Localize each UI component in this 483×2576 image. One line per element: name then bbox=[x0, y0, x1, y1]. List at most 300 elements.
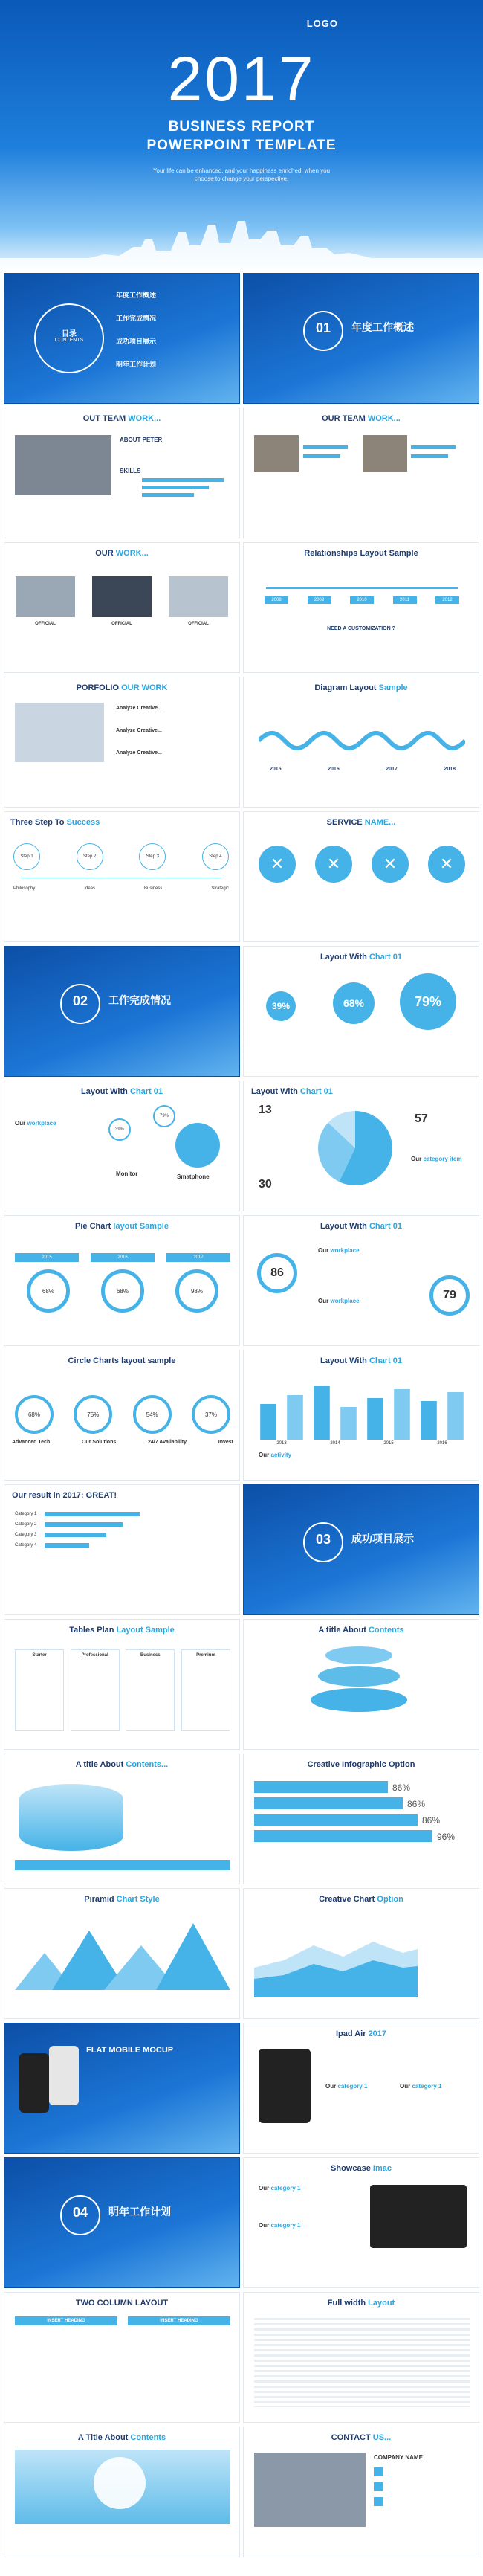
slide-section-03 bbox=[243, 1484, 479, 1615]
workplace-heading bbox=[318, 1247, 360, 1254]
tablet-graphic bbox=[259, 2049, 311, 2123]
step-circle: Step 2 bbox=[77, 843, 103, 870]
slide-title bbox=[244, 818, 479, 827]
info-value: 96% bbox=[437, 1832, 456, 1842]
title-part: Layout With bbox=[320, 1356, 369, 1365]
title-part: OUT TEAM bbox=[82, 414, 129, 423]
workplace-heading bbox=[318, 1298, 360, 1304]
slide-team-work bbox=[4, 408, 240, 538]
slide-diagram bbox=[243, 677, 479, 808]
device-circle bbox=[175, 1123, 220, 1168]
result-label: Category 1 bbox=[15, 1512, 37, 1516]
steps-row bbox=[13, 843, 229, 870]
title-accent: WORK... bbox=[128, 414, 161, 423]
slide-portfolio bbox=[4, 677, 240, 808]
slide-title bbox=[244, 1222, 479, 1231]
slide-contact bbox=[243, 2427, 479, 2557]
slide-title bbox=[10, 818, 240, 827]
plan-column: Professional bbox=[71, 1649, 120, 1731]
email-icon bbox=[374, 2497, 383, 2506]
pie-ring: 98% bbox=[175, 1269, 218, 1313]
portfolio-item: Analyze Creative... bbox=[116, 750, 162, 756]
circle-chart-label: 24/7 Availability bbox=[148, 1440, 187, 1445]
slide-infographic bbox=[243, 1754, 479, 1884]
year-chips bbox=[15, 1253, 230, 1262]
column-heading: INSERT HEADING bbox=[128, 2316, 230, 2325]
title-part: SERVICE bbox=[326, 818, 365, 827]
info-value: 86% bbox=[392, 1783, 411, 1793]
slide-pie-layout bbox=[4, 1215, 240, 1346]
area-chart bbox=[254, 1916, 418, 1997]
slide-title bbox=[244, 1626, 479, 1635]
title-part: Diagram Layout bbox=[314, 683, 379, 692]
result-row bbox=[15, 1533, 163, 1537]
category-heading bbox=[400, 2083, 441, 2090]
title-accent: Chart 01 bbox=[299, 1087, 333, 1096]
contact-photo bbox=[254, 2453, 366, 2527]
info-bar bbox=[254, 1814, 418, 1826]
circle-chart-label: Advanced Tech bbox=[12, 1440, 51, 1445]
heading-accent: workplace bbox=[330, 1298, 360, 1304]
timeline-node: 2011 bbox=[393, 596, 417, 604]
diagram-label: 2017 bbox=[386, 767, 398, 772]
service-icons bbox=[259, 846, 465, 883]
heading-accent: activity bbox=[270, 1452, 292, 1458]
steps-labels bbox=[13, 886, 229, 891]
heading-accent: category 1 bbox=[412, 2083, 442, 2090]
slide-title bbox=[251, 1087, 479, 1096]
title-part: Creative Chart bbox=[319, 1895, 377, 1904]
slide-title: TWO COLUMN LAYOUT bbox=[75, 2299, 169, 2308]
slide-chart-pie bbox=[243, 1081, 479, 1211]
work-label: OFFICIAL bbox=[188, 622, 209, 626]
step-circle: Step 1 bbox=[13, 843, 40, 870]
plan-column: Premium bbox=[181, 1649, 230, 1731]
skill-bar bbox=[303, 445, 348, 449]
circle-chart-label: Invest bbox=[218, 1440, 233, 1445]
slide-title bbox=[4, 549, 239, 558]
work-photo bbox=[169, 576, 228, 617]
year-chip: 2015 bbox=[15, 1253, 79, 1262]
result-bar bbox=[45, 1512, 140, 1516]
section-number: 03 bbox=[315, 1532, 331, 1547]
work-label: OFFICIAL bbox=[35, 622, 56, 626]
company-name: COMPANY NAME bbox=[374, 2454, 423, 2461]
slide-bar-chart bbox=[243, 1350, 479, 1481]
circle-chart: 75% bbox=[74, 1395, 112, 1434]
slide-title bbox=[4, 1760, 239, 1769]
info-bar bbox=[254, 1797, 403, 1809]
pyramid-graphic bbox=[19, 1784, 123, 1851]
title-part: Tables Plan bbox=[69, 1626, 117, 1635]
slide-title-contents-2 bbox=[4, 1754, 240, 1884]
slide-title bbox=[4, 1895, 239, 1904]
value-b: 57 bbox=[415, 1112, 428, 1125]
bar bbox=[421, 1401, 437, 1440]
result-bar bbox=[45, 1522, 123, 1527]
step-label: Strategic bbox=[211, 886, 229, 891]
year-chip: 2017 bbox=[166, 1253, 230, 1262]
pie-ring: 68% bbox=[27, 1269, 70, 1313]
title-part: Three Step To bbox=[10, 818, 67, 827]
value-ring: 79 bbox=[429, 1275, 470, 1316]
circle-chart: 54% bbox=[133, 1395, 172, 1434]
timeline-node: 2010 bbox=[350, 596, 374, 604]
title-part: Layout With bbox=[320, 953, 369, 962]
contents-item-2[interactable]: 工作完成情况 bbox=[116, 315, 157, 322]
stack-tier bbox=[311, 1688, 407, 1712]
info-value: 86% bbox=[407, 1799, 426, 1809]
contents-item-4[interactable]: 明年工作计划 bbox=[116, 361, 157, 368]
mockup-title: FLAT MOBILE MOCUP bbox=[86, 2046, 174, 2055]
skill-bar bbox=[142, 493, 194, 497]
slide-title bbox=[4, 1222, 239, 1231]
cover-slide bbox=[0, 0, 483, 269]
info-value: 86% bbox=[422, 1815, 441, 1826]
customization-caption: NEED A CUSTOMIZATION ? bbox=[327, 626, 395, 631]
slide-title bbox=[244, 1895, 479, 1904]
phone-graphic bbox=[19, 2053, 49, 2113]
heading-part: Our bbox=[259, 1452, 271, 1458]
section-number: 01 bbox=[315, 321, 331, 335]
about-heading: ABOUT PETER bbox=[120, 437, 163, 443]
heading-part: Our bbox=[400, 2083, 412, 2090]
portfolio-photo bbox=[15, 703, 104, 762]
pie-chart bbox=[318, 1111, 392, 1185]
stack-tier bbox=[325, 1646, 392, 1664]
wrench-icon: ✕ bbox=[428, 846, 465, 883]
circle-chart-label: Our Solutions bbox=[81, 1440, 117, 1445]
timeline-line bbox=[266, 587, 458, 589]
slide-title: Our result in 2017: GREAT! bbox=[12, 1491, 117, 1500]
title-accent: Chart 01 bbox=[369, 1222, 402, 1231]
circle-chart-row bbox=[15, 1395, 230, 1434]
year-chip: 2016 bbox=[91, 1253, 155, 1262]
title-part: Showcase bbox=[331, 2164, 373, 2173]
title-part: Piramid bbox=[84, 1895, 117, 1904]
work-photo bbox=[92, 576, 152, 617]
device-label: Smatphone bbox=[177, 1173, 210, 1180]
title-part: OUR bbox=[95, 549, 116, 558]
slide-title bbox=[244, 2433, 479, 2442]
portfolio-item: Analyze Creative... bbox=[116, 706, 162, 711]
bar bbox=[394, 1389, 410, 1440]
info-bar bbox=[254, 1781, 388, 1793]
timeline-node: 2009 bbox=[308, 596, 331, 604]
value-a: 13 bbox=[259, 1104, 272, 1116]
cover-subtitle: Your life can be enhanced, and your happiness enriched, when you choose to change your perspective. bbox=[152, 167, 331, 182]
slide-title bbox=[244, 2164, 479, 2173]
step-circle: Step 3 bbox=[139, 843, 166, 870]
slide-showcase-imac bbox=[243, 2157, 479, 2288]
phone-icon bbox=[374, 2482, 383, 2491]
title-accent: Contents bbox=[130, 2433, 166, 2442]
workplace-heading bbox=[15, 1120, 56, 1127]
result-label: Category 4 bbox=[15, 1543, 37, 1548]
title-accent: Contents... bbox=[126, 1760, 169, 1769]
title-accent: Chart 01 bbox=[369, 1356, 402, 1365]
slide-title bbox=[244, 2299, 479, 2308]
slide-area-chart bbox=[243, 1888, 479, 2019]
title-accent: Layout Sample bbox=[116, 1626, 175, 1635]
bar bbox=[314, 1386, 330, 1440]
slide-tables-plan bbox=[4, 1619, 240, 1750]
bar bbox=[340, 1407, 357, 1440]
slide-contents bbox=[4, 273, 240, 404]
value-circle: 79% bbox=[400, 973, 456, 1030]
value-c: 30 bbox=[259, 1178, 272, 1191]
section-title: 明年工作计划 bbox=[108, 2206, 171, 2218]
info-bar bbox=[254, 1830, 432, 1842]
step-circle: Step 4 bbox=[202, 843, 229, 870]
piramid-chart bbox=[15, 1916, 230, 1990]
title-part: A title About bbox=[318, 1626, 369, 1635]
diagram-label: 2018 bbox=[444, 767, 456, 772]
slide-section-01 bbox=[243, 273, 479, 404]
title-accent: Chart 01 bbox=[129, 1087, 163, 1096]
heading-part: Our bbox=[259, 2185, 271, 2192]
heading-accent: category 1 bbox=[270, 2185, 301, 2192]
slide-two-column bbox=[4, 2292, 240, 2423]
skill-bar bbox=[142, 478, 224, 482]
cover-title-line1: BUSINESS REPORT bbox=[168, 119, 315, 135]
step-label: Philosophy bbox=[13, 886, 36, 891]
slide-chart-circles bbox=[243, 946, 479, 1077]
result-label: Category 2 bbox=[15, 1522, 37, 1527]
slide-relationships bbox=[243, 542, 479, 673]
title-part: A title About bbox=[75, 1760, 126, 1769]
diagram-label: 2015 bbox=[270, 767, 282, 772]
title-accent: WORK... bbox=[115, 549, 149, 558]
slide-title bbox=[4, 683, 239, 692]
slide-full-width bbox=[243, 2292, 479, 2423]
title-accent: US... bbox=[372, 2433, 392, 2442]
heading-accent: workplace bbox=[330, 1247, 360, 1254]
tools-icon: ✕ bbox=[372, 846, 409, 883]
slide-title bbox=[4, 414, 239, 423]
contents-label: 目录 bbox=[62, 330, 77, 338]
category-heading bbox=[325, 2083, 367, 2090]
slide-mobile-mockup bbox=[4, 2023, 240, 2154]
title-accent: Layout bbox=[368, 2299, 395, 2308]
city-skyline-graphic bbox=[0, 217, 483, 269]
pct-circle: 39% bbox=[108, 1118, 131, 1141]
diagram-label: 2016 bbox=[328, 767, 340, 772]
team-photo bbox=[15, 435, 111, 495]
section-title: 工作完成情况 bbox=[108, 994, 171, 1006]
bar bbox=[287, 1395, 303, 1440]
portfolio-item: Analyze Creative... bbox=[116, 728, 162, 733]
slide-section-04 bbox=[4, 2157, 240, 2288]
slide-title bbox=[4, 1087, 239, 1096]
slide-title: Creative Infographic Option bbox=[307, 1760, 415, 1769]
section-title: 年度工作概述 bbox=[351, 321, 414, 333]
work-photo bbox=[16, 576, 75, 617]
slide-section-02 bbox=[4, 946, 240, 1077]
year-label: 2014 bbox=[330, 1441, 340, 1446]
year-label: 2016 bbox=[437, 1441, 447, 1446]
cover-year: 2017 bbox=[167, 44, 316, 114]
timeline-node: 2012 bbox=[435, 596, 459, 604]
slide-our-work bbox=[4, 542, 240, 673]
title-accent: Chart 01 bbox=[369, 953, 402, 962]
work-label: OFFICIAL bbox=[111, 622, 132, 626]
title-accent: Sample bbox=[378, 683, 408, 692]
wave-diagram bbox=[259, 715, 465, 767]
title-part: Pie Chart bbox=[75, 1222, 114, 1231]
banner-circle bbox=[94, 2457, 146, 2509]
value-circle: 39% bbox=[266, 991, 296, 1021]
title-accent: NAME... bbox=[364, 818, 396, 827]
pie-ring: 68% bbox=[101, 1269, 144, 1313]
member-photo bbox=[363, 435, 407, 472]
logo-text: LOGO bbox=[306, 18, 338, 29]
monitor-graphic bbox=[370, 2185, 467, 2248]
slide-circle-charts bbox=[4, 1350, 240, 1481]
value-ring: 86 bbox=[257, 1253, 297, 1293]
activity-heading bbox=[259, 1452, 291, 1458]
location-icon bbox=[374, 2467, 383, 2476]
slide-title bbox=[4, 1626, 239, 1635]
category-heading bbox=[411, 1156, 461, 1162]
result-label: Category 3 bbox=[15, 1533, 37, 1537]
heading-accent: category 1 bbox=[337, 2083, 368, 2090]
title-part: PORFOLIO bbox=[76, 683, 122, 692]
section-number: 04 bbox=[72, 2205, 88, 2220]
circle-chart: 37% bbox=[192, 1395, 230, 1434]
result-bar bbox=[45, 1533, 106, 1537]
result-bars bbox=[15, 1512, 163, 1553]
slide-piramid bbox=[4, 1888, 240, 2019]
tools-icon: ✕ bbox=[315, 846, 352, 883]
skill-bar bbox=[411, 454, 448, 458]
title-part: Layout With bbox=[251, 1087, 300, 1096]
heading-accent: workplace bbox=[27, 1120, 56, 1127]
section-title: 成功项目展示 bbox=[351, 1533, 414, 1545]
cover-title-line2: POWERPOINT TEMPLATE bbox=[146, 138, 337, 153]
plan-column: Business bbox=[126, 1649, 175, 1731]
stack-tier bbox=[318, 1666, 400, 1687]
contents-item-1[interactable]: 年度工作概述 bbox=[116, 292, 157, 299]
info-strip bbox=[15, 1860, 230, 1870]
slide-chart-devices bbox=[4, 1081, 240, 1211]
bar bbox=[367, 1398, 383, 1440]
bar bbox=[260, 1404, 276, 1440]
wrench-icon: ✕ bbox=[259, 846, 296, 883]
phone-graphic bbox=[49, 2046, 79, 2105]
pie-row bbox=[27, 1269, 218, 1313]
member-photo bbox=[254, 435, 299, 472]
heading-part: Our bbox=[411, 1156, 424, 1162]
circle-chart-labels bbox=[12, 1440, 233, 1445]
title-part: OUR TEAM bbox=[322, 414, 368, 423]
column-heading: INSERT HEADING bbox=[15, 2316, 117, 2325]
bar bbox=[447, 1392, 464, 1440]
diagram-labels bbox=[270, 767, 456, 772]
title-part: Ipad Air bbox=[335, 2029, 369, 2038]
heading-accent: category 1 bbox=[270, 2222, 301, 2229]
slide-title bbox=[244, 2029, 479, 2038]
pct-circle: 79% bbox=[153, 1105, 175, 1127]
category-heading bbox=[259, 2222, 300, 2229]
slide-service bbox=[243, 811, 479, 942]
skill-bar bbox=[411, 445, 456, 449]
step-label: Ideas bbox=[84, 886, 96, 891]
slide-title: Circle Charts layout sample bbox=[68, 1356, 176, 1365]
title-part: Layout With bbox=[81, 1087, 130, 1096]
slide-title bbox=[244, 683, 479, 692]
title-accent: WORK... bbox=[367, 414, 401, 423]
bar-chart-years bbox=[255, 1441, 469, 1446]
result-bar bbox=[45, 1543, 89, 1548]
skill-bar bbox=[303, 454, 340, 458]
slide-title bbox=[4, 2433, 239, 2442]
result-row bbox=[15, 1522, 163, 1527]
slide-ipad bbox=[243, 2023, 479, 2154]
slide-our-team bbox=[243, 408, 479, 538]
year-label: 2015 bbox=[383, 1441, 394, 1446]
contents-label-en: CONTENTS bbox=[54, 338, 84, 343]
section-number: 02 bbox=[72, 994, 88, 1008]
heading-part: Our bbox=[318, 1298, 331, 1304]
plan-column: Starter bbox=[15, 1649, 64, 1731]
contents-item-3[interactable]: 成功项目展示 bbox=[116, 338, 157, 345]
slide-title bbox=[244, 953, 479, 962]
circle-chart: 68% bbox=[15, 1395, 54, 1434]
value-circle: 68% bbox=[333, 982, 375, 1024]
slide-result bbox=[4, 1484, 240, 1615]
slide-title bbox=[244, 1356, 479, 1365]
timeline-nodes bbox=[265, 596, 459, 604]
title-accent: Contents bbox=[368, 1626, 404, 1635]
bar-chart bbox=[255, 1380, 469, 1440]
title-accent: Chart Style bbox=[116, 1895, 160, 1904]
title-part: Layout With bbox=[320, 1222, 369, 1231]
title-part: A Title About bbox=[77, 2433, 131, 2442]
title-part: Full width bbox=[327, 2299, 369, 2308]
heading-part: Our bbox=[15, 1120, 27, 1127]
title-accent: 2017 bbox=[368, 2029, 387, 2038]
heading-part: Our bbox=[318, 1247, 331, 1254]
slide-title-about bbox=[4, 2427, 240, 2557]
heading-accent: category item bbox=[423, 1156, 462, 1162]
device-label: Monitor bbox=[116, 1171, 138, 1177]
slide-title bbox=[244, 414, 479, 423]
slide-title-contents bbox=[243, 1619, 479, 1750]
title-accent: Option bbox=[377, 1895, 403, 1904]
plan-columns bbox=[15, 1649, 230, 1731]
heading-part: Our bbox=[325, 2083, 338, 2090]
title-accent: Success bbox=[66, 818, 100, 827]
slide-chart-rings bbox=[243, 1215, 479, 1346]
skill-bar bbox=[142, 486, 209, 489]
category-heading bbox=[259, 2185, 300, 2192]
skills-heading: SKILLS bbox=[120, 468, 141, 474]
result-row bbox=[15, 1543, 163, 1548]
heading-part: Our bbox=[259, 2222, 271, 2229]
result-row bbox=[15, 1512, 163, 1516]
timeline-node: 2008 bbox=[265, 596, 288, 604]
title-accent: layout Sample bbox=[113, 1222, 169, 1231]
title-accent: Imac bbox=[372, 2164, 392, 2173]
year-label: 2013 bbox=[276, 1441, 287, 1446]
slide-title: Relationships Layout Sample bbox=[304, 549, 418, 558]
text-block bbox=[254, 2318, 470, 2407]
title-part: CONTACT bbox=[331, 2433, 373, 2442]
slide-three-step bbox=[4, 811, 240, 942]
step-label: Business bbox=[143, 886, 163, 891]
title-accent: OUR WORK bbox=[121, 683, 168, 692]
